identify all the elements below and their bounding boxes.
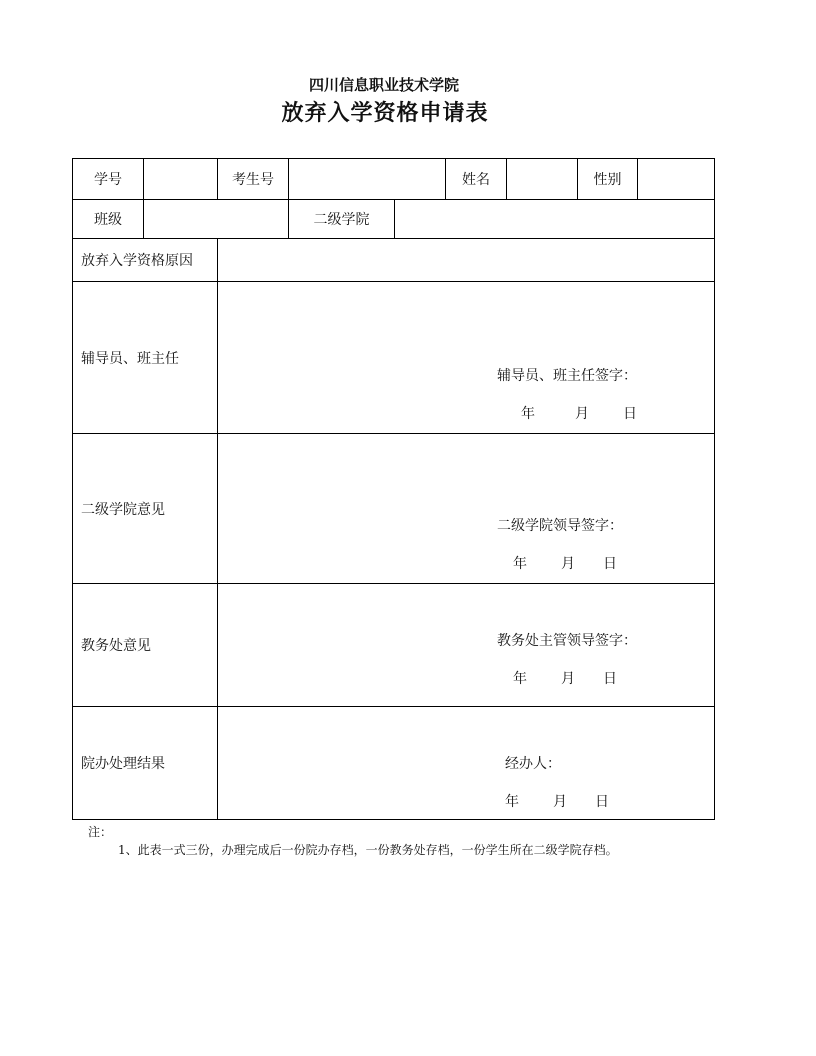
counselor-opinion-field[interactable] [217,281,715,434]
counselor-date [521,403,637,423]
form-title: 放弃入学资格申请表 [281,101,489,126]
counselor-label: 辅导员、班主任 [72,281,218,434]
counselor-signature-label: 辅导员、班主任签字： [497,368,637,384]
academic-signature-label: 教务处主管领导签字： [497,633,637,649]
name-label: 姓名 [445,158,507,200]
notes-label: 注： [88,825,113,839]
month-label: 月 [553,794,567,810]
academic-opinion-field[interactable] [217,583,715,707]
name-field[interactable] [506,158,578,200]
student-id-label: 学号 [72,158,144,200]
reason-label: 放弃入学资格原因 [72,238,218,282]
year-label: 年 [505,794,519,810]
college-signature-label: 二级学院领导签字： [497,518,623,534]
class-field[interactable] [143,199,289,239]
school-name: 四川信息职业技术学院 [308,76,459,94]
year-label: 年 [513,671,527,687]
month-label: 月 [561,671,575,687]
academic-date [513,668,617,688]
college-date [513,553,617,573]
college-opinion-field[interactable] [217,433,715,584]
college-opinion-label: 二级学院意见 [72,433,218,584]
day-label: 日 [623,406,637,422]
day-label: 日 [595,794,609,810]
reason-field[interactable] [217,238,715,282]
office-result-field[interactable] [217,706,715,820]
college-label: 二级学院 [288,199,395,239]
notes-item-1: 1、此表一式三份，办理完成后一份院办存档，一份教务处存档，一份学生所在二级学院存档。 [118,843,618,857]
academic-opinion-label: 教务处意见 [72,583,218,707]
month-label: 月 [561,556,575,572]
day-label: 日 [603,556,617,572]
office-result-label: 院办处理结果 [72,706,218,820]
student-id-field[interactable] [143,158,218,200]
college-field[interactable] [394,199,715,239]
exam-id-label: 考生号 [217,158,289,200]
year-label: 年 [521,406,535,422]
gender-label: 性别 [577,158,638,200]
handler-label: 经办人： [505,756,561,772]
day-label: 日 [603,671,617,687]
year-label: 年 [513,556,527,572]
exam-id-field[interactable] [288,158,446,200]
class-label: 班级 [72,199,144,239]
gender-field[interactable] [637,158,715,200]
month-label: 月 [575,406,589,422]
office-date [505,791,609,811]
